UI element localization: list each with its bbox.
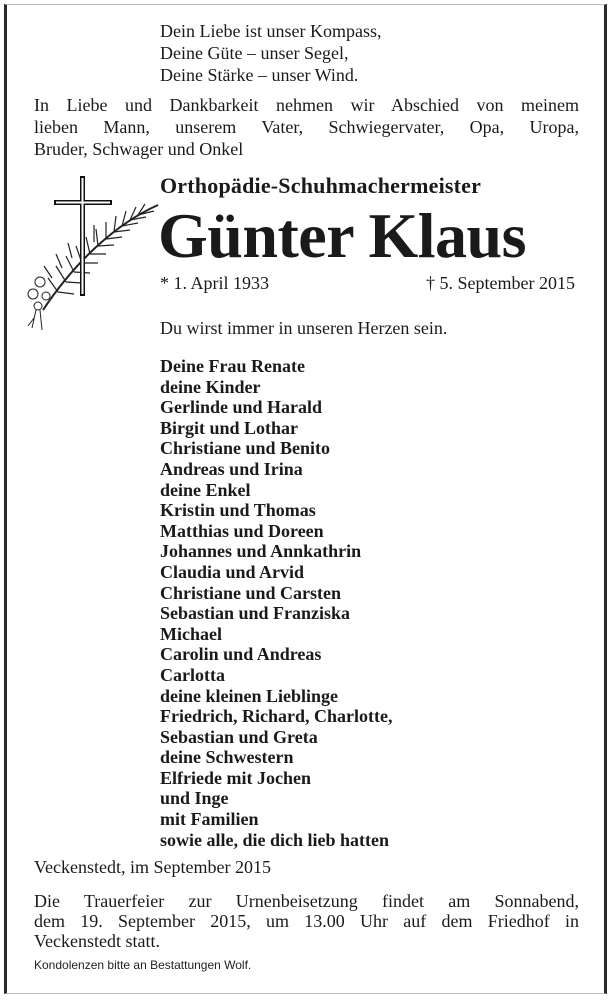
family-line: Friedrich, Richard, Charlotte, — [160, 706, 393, 727]
poem-line: Dein Liebe ist unser Kompass, — [160, 21, 382, 41]
family-line: Michael — [160, 623, 222, 644]
intro-line: Bruder, Schwager und Onkel — [34, 139, 244, 159]
family-line: Elfriede mit Jochen — [160, 767, 311, 788]
death-date: † 5. September 2015 — [426, 273, 575, 293]
intro-text — [34, 94, 579, 160]
family-line: Kristin und Thomas — [160, 500, 316, 521]
deceased-name: Günter Klaus — [158, 200, 526, 271]
family-line: Christiane und Carsten — [160, 582, 342, 603]
cross-with-palm-branch-icon — [18, 170, 163, 335]
family-line: Gerlinde und Harald — [160, 397, 323, 418]
family-line: deine Schwestern — [160, 747, 294, 768]
family-line: Andreas und Irina — [160, 458, 303, 479]
funeral-line: dem 19. September 2015, um 13.00 Uhr auf dem Friedhof in — [34, 911, 579, 931]
family-line: Claudia und Arvid — [160, 561, 305, 582]
funeral-info — [34, 891, 579, 951]
birth-date: * 1. April 1933 — [160, 273, 270, 293]
family-line: sowie alle, die dich lieb hatten — [160, 829, 389, 850]
family-line: deine Enkel — [160, 479, 251, 500]
family-line: mit Familien — [160, 809, 259, 830]
family-line: Deine Frau Renate — [160, 356, 305, 376]
funeral-line: Die Trauerfeier zur Urnenbeisetzung findet am Sonnabend, — [34, 891, 579, 911]
condolence-note: Kondolenzen bitte an Bestattungen Wolf. — [34, 958, 252, 972]
profession-title: Orthopädie-Schuhmachermeister — [160, 173, 482, 198]
motto: Du wirst immer in unseren Herzen sein. — [160, 318, 448, 338]
family-line: Carolin und Andreas — [160, 644, 322, 665]
family-line: deine Kinder — [160, 376, 261, 397]
intro-line: In Liebe und Dankbarkeit nehmen wir Abschied von meinem — [34, 95, 579, 115]
family-line: Birgit und Lothar — [160, 417, 299, 438]
family-line: Johannes und Annkathrin — [160, 541, 362, 562]
family-list — [160, 356, 392, 850]
family-line: Matthias und Doreen — [160, 520, 324, 541]
intro-line: lieben Mann, unserem Vater, Schwiegervater, Opa, Uropa, — [34, 117, 579, 137]
family-line: Carlotta — [160, 664, 225, 685]
family-line: Sebastian und Greta — [160, 726, 318, 747]
funeral-line: Veckenstedt statt. — [34, 931, 160, 951]
poem — [160, 20, 381, 86]
family-line: Sebastian und Franziska — [160, 603, 351, 624]
family-line: Christiane und Benito — [160, 438, 331, 459]
poem-line: Deine Güte – unser Segel, — [160, 43, 349, 63]
poem-line: Deine Stärke – unser Wind. — [160, 65, 359, 85]
family-line: und Inge — [160, 788, 229, 809]
family-line: deine kleinen Lieblinge — [160, 685, 339, 706]
place-and-date: Veckenstedt, im September 2015 — [34, 857, 271, 877]
